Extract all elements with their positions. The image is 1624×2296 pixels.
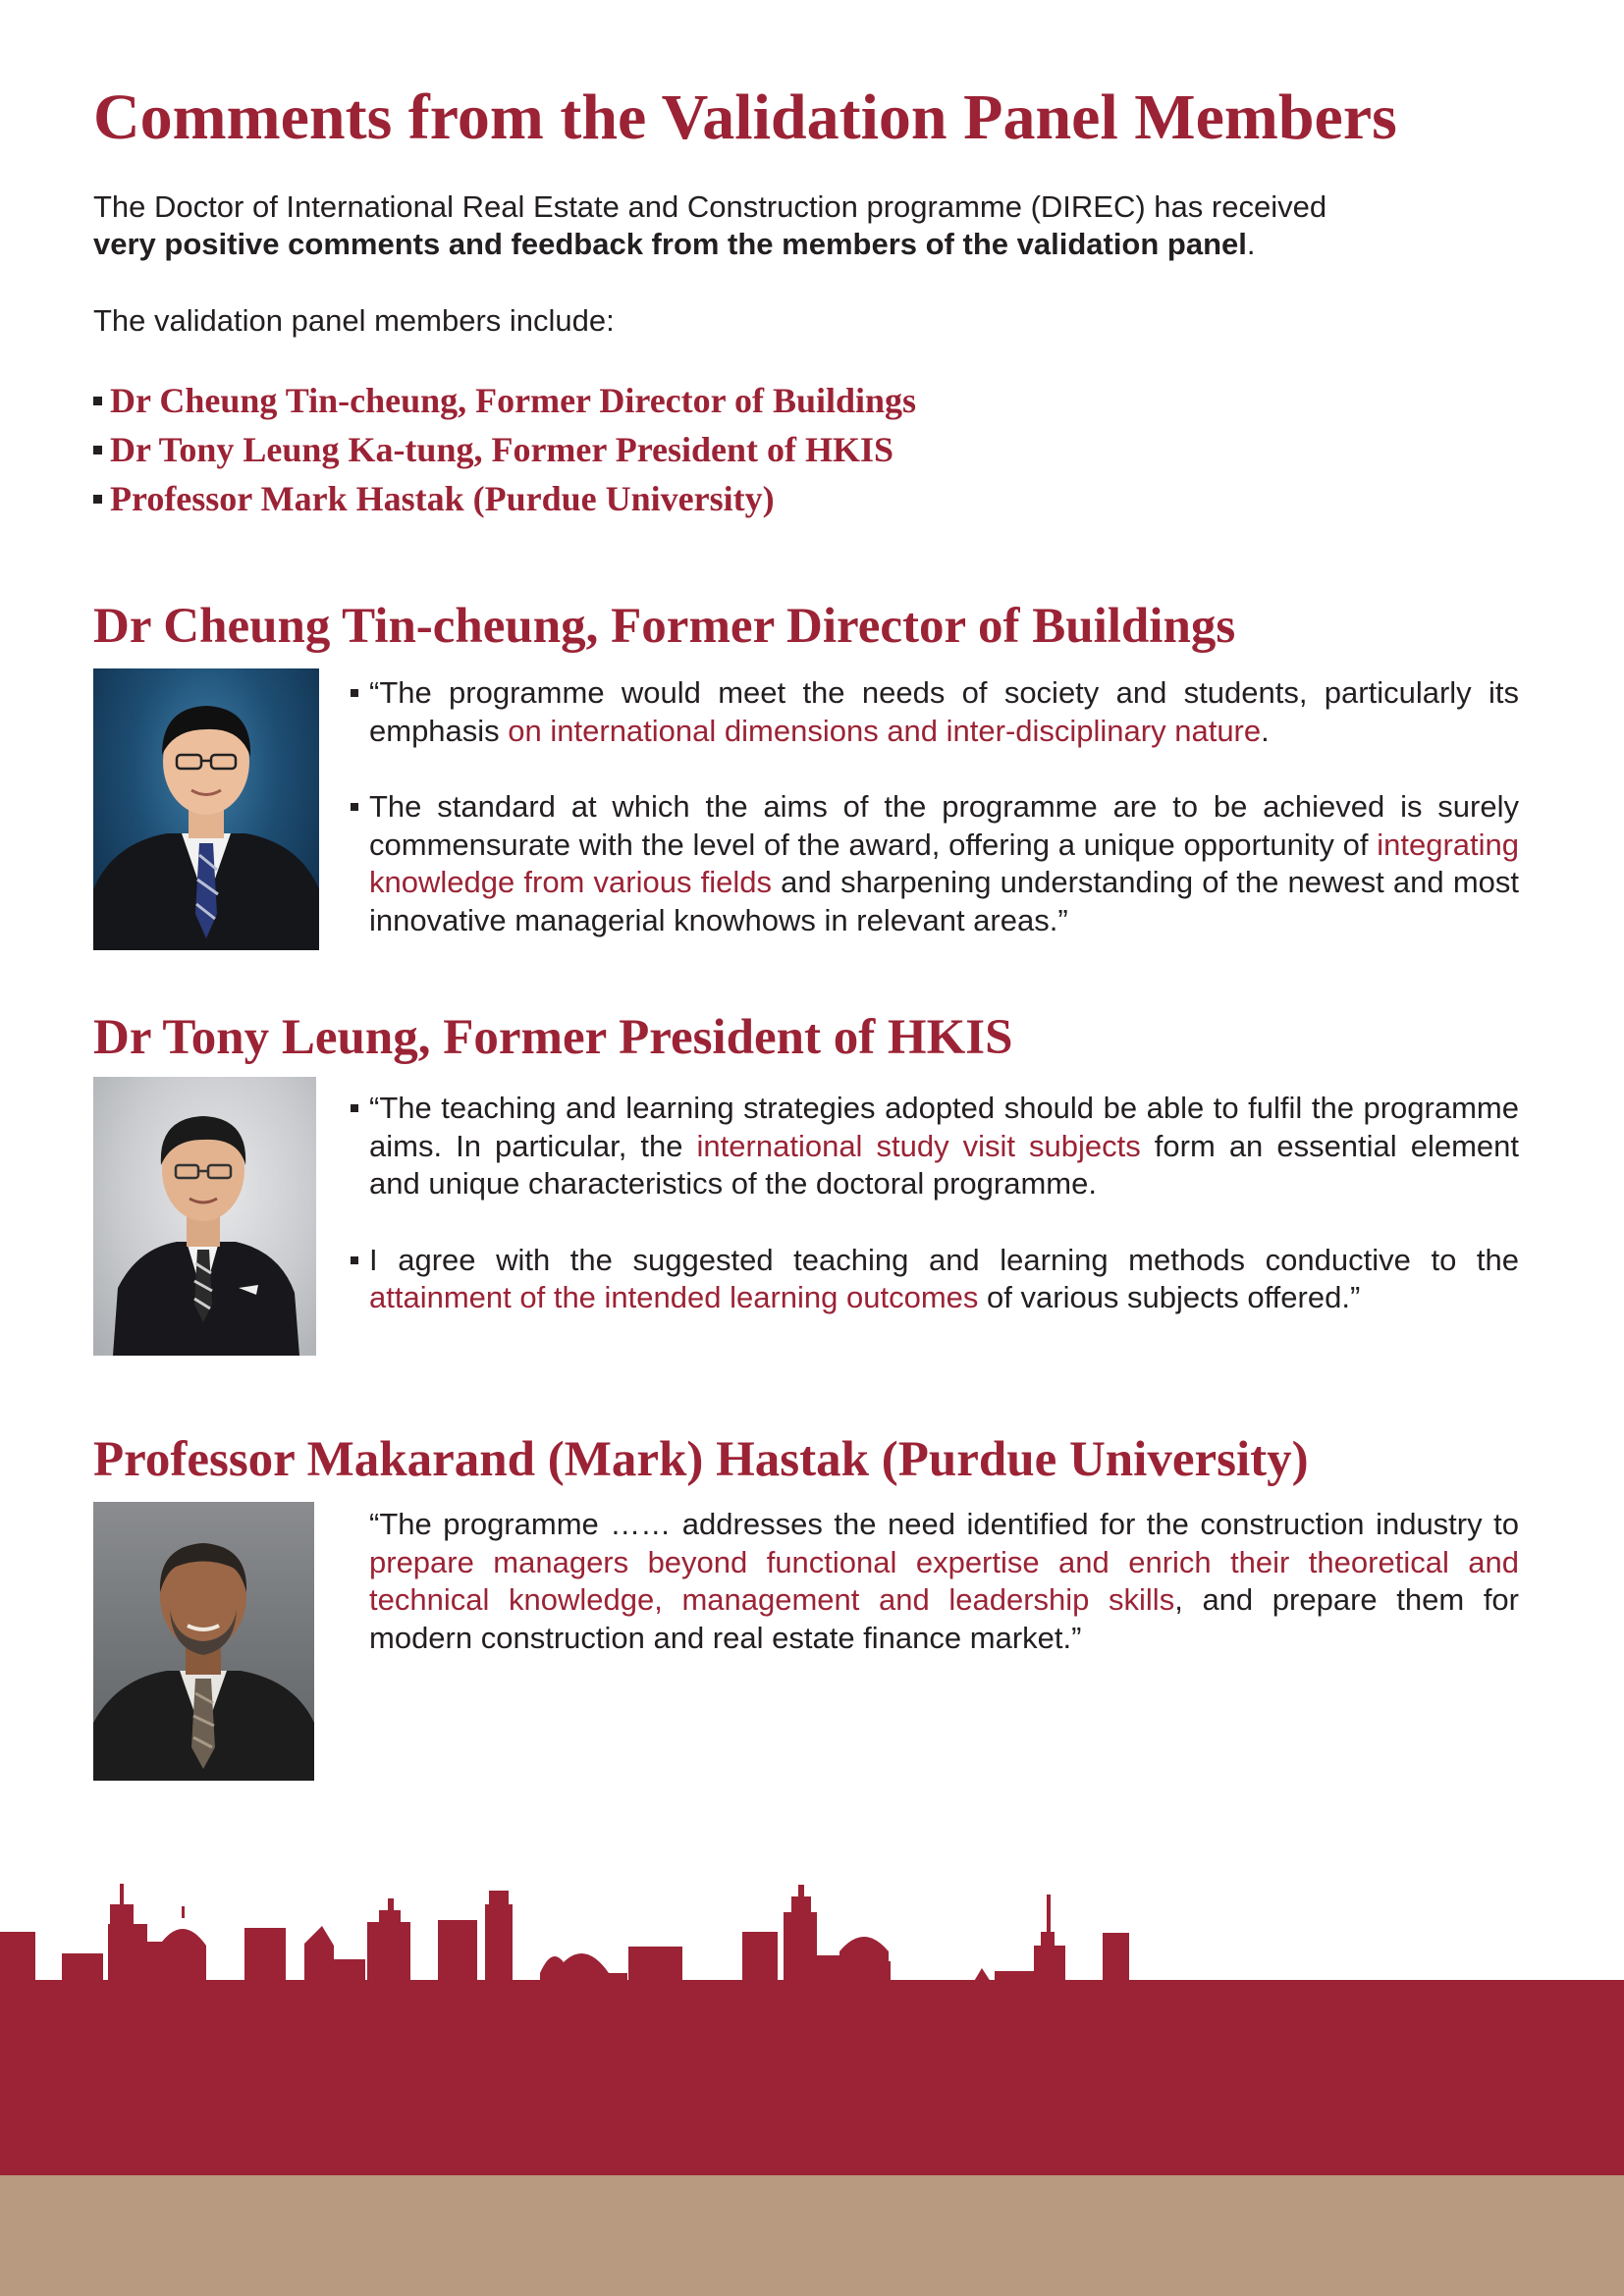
quote-text: of various subjects offered.”: [978, 1280, 1361, 1314]
quote-text: “The teaching and learning strategies adopted should be able to fulfil the programme aims. In particular, the: [369, 1091, 1519, 1163]
member-list: [93, 376, 916, 523]
member-item-label: Dr Tony Leung Ka-tung, Former President of HKIS: [110, 430, 894, 469]
quote-text: and sharpening understanding of the newest and most innovative managerial knowhows in relevant areas.”: [369, 865, 1519, 937]
quote-paragraph: [351, 1242, 1519, 1317]
member-item: [93, 474, 916, 523]
quote-highlight: attainment of the intended learning outcomes: [369, 1280, 979, 1314]
portrait-photo-hastak: [93, 1502, 314, 1781]
bullet-icon: [351, 689, 358, 697]
section-heading-cheung: Dr Cheung Tin-cheung, Former Director of Buildings: [93, 599, 1236, 654]
member-item: [93, 425, 916, 474]
bullet-icon: [351, 1104, 358, 1112]
intro-line-regular: The Doctor of International Real Estate and Construction programme (DIREC) has received: [93, 189, 1327, 224]
quote-highlight: international study visit subjects: [696, 1128, 1141, 1163]
bullet-icon: [93, 495, 102, 504]
footer-band: [0, 2174, 1624, 2296]
skyline-footer-illustration: [0, 1875, 1624, 2296]
portrait-cheung-illustration: [93, 668, 319, 950]
page-title: Comments from the Validation Panel Members: [93, 81, 1397, 153]
quote-text: .: [1261, 713, 1270, 748]
quote-paragraph: [351, 674, 1519, 750]
members-lead: The validation panel members include:: [93, 303, 615, 338]
quotes-cheung: [351, 674, 1519, 939]
quote-text: The standard at which the aims of the programme are to be achieved is surely commensurate with the level of the award, offering a unique opportunity of: [369, 789, 1519, 862]
quote-text: I agree with the suggested teaching and learning methods conductive to the: [369, 1242, 1519, 1277]
bullet-icon: [351, 1256, 358, 1264]
portrait-leung-illustration: [93, 1077, 316, 1356]
portrait-photo-leung: [93, 1077, 316, 1356]
bullet-icon: [93, 397, 102, 405]
quote-text: form an essential element and unique characteristics of the doctoral programme.: [369, 1128, 1519, 1201]
quote-text: “The programme …… addresses the need identified for the construction industry to: [369, 1507, 1519, 1541]
intro-period: .: [1246, 227, 1256, 261]
member-item: [93, 376, 916, 425]
quote-highlight: on international dimensions and inter-disciplinary nature: [508, 713, 1262, 748]
intro-line-bold: very positive comments and feedback from the members of the validation panel: [93, 227, 1247, 261]
portrait-photo-cheung: [93, 668, 319, 950]
quotes-leung: [351, 1090, 1519, 1317]
quote-text: “The programme would meet the needs of society and students, particularly its emphasis: [369, 675, 1519, 748]
quotes-hastak: [351, 1506, 1519, 1657]
quote-paragraph: [351, 1090, 1519, 1203]
bullet-icon: [93, 446, 102, 454]
quote-highlight: integrating knowledge from various fields: [369, 827, 1519, 899]
intro-paragraph: [93, 188, 1527, 263]
quote-text: , and prepare them for modern construction and real estate finance market.”: [369, 1582, 1519, 1655]
section-heading-leung: Dr Tony Leung, Former President of HKIS: [93, 1010, 1013, 1065]
quote-paragraph: [351, 788, 1519, 939]
member-item-label: Professor Mark Hastak (Purdue University): [110, 479, 775, 518]
section-heading-hastak: Professor Makarand (Mark) Hastak (Purdue University): [93, 1432, 1309, 1487]
bullet-icon: [351, 803, 358, 811]
quote-highlight: prepare managers beyond functional expertise and enrich their theoretical and technical knowledge, management and leadership skills: [369, 1544, 1519, 1617]
portrait-hastak-illustration: [93, 1502, 314, 1781]
quote-paragraph: [351, 1506, 1519, 1657]
member-item-label: Dr Cheung Tin-cheung, Former Director of Buildings: [110, 381, 917, 420]
